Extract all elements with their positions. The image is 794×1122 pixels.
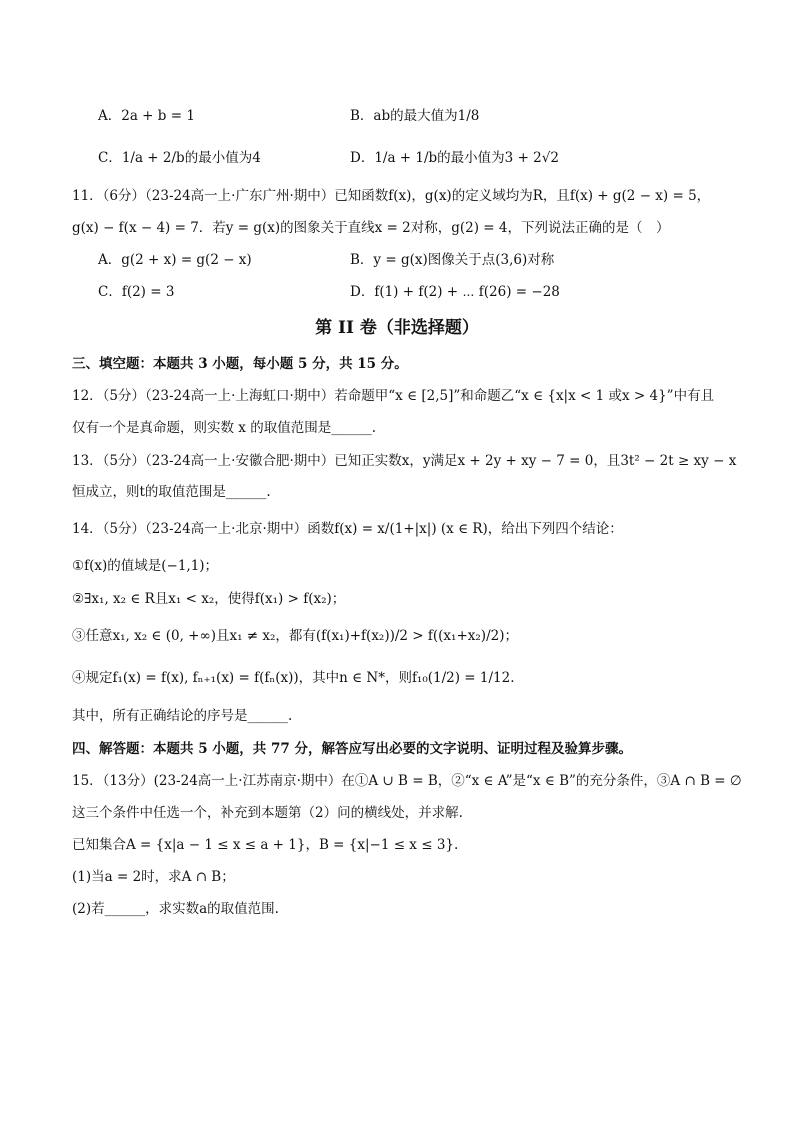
q15-line2: 这三个条件中任选一个，补充到本题第（2）问的横线处，并求解. (72, 805, 463, 821)
section3-heading: 三、填空题：本题共 3 小题，每小题 5 分，共 15 分。 (72, 356, 408, 372)
q11-option-a: A．g(2 + x) = g(2 − x) (98, 252, 252, 268)
q14-conclusion-1: ①f(x)的值域是(−1,1)； (72, 558, 219, 574)
q15-line3: 已知集合A = {x|a − 1 ≤ x ≤ a + 1}，B = {x|−1 ≤ x ≤ 3}. (72, 837, 459, 853)
q14-ending: 其中，所有正确结论的序号是______. (72, 708, 293, 724)
q10-option-b: B．ab的最大值为1/8 (350, 108, 480, 124)
part2-title: 第 II 卷（非选择题） (315, 318, 479, 338)
q14-conclusion-3: ③任意x₁, x₂ ∈ (0, +∞)且x₁ ≠ x₂，都有(f(x₁)+f(x₂))/2 > f((x₁+x₂)/2)； (72, 628, 518, 644)
q10-option-d: D．1/a + 1/b的最小值为3 + 2√2 (350, 150, 559, 166)
q14-conclusion-2: ②∃x₁, x₂ ∈ R且x₁ < x₂，使得f(x₁) > f(x₂)； (72, 591, 346, 607)
q15-part1: (1)当a = 2时，求A ∩ B； (72, 869, 235, 885)
q11-stem-line1: 11．（6分）（23-24高一上·广东广州·期中）已知函数f(x)，g(x)的定义域均为R，且f(x) + g(2 − x) = 5， (72, 188, 711, 204)
q13-line2: 恒成立，则t的取值范围是______. (72, 484, 271, 500)
q11-option-b: B．y = g(x)图像关于点(3,6)对称 (350, 252, 555, 268)
q12-line2: 仅有一个是真命题，则实数 x 的取值范围是______. (72, 420, 376, 436)
section4-heading: 四、解答题：本题共 5 小题，共 77 分，解答应写出必要的文字说明、证明过程及验算步骤。 (72, 741, 632, 757)
q11-option-c: C．f(2) = 3 (98, 284, 175, 300)
q13-line1: 13．（5分）（23-24高一上·安徽合肥·期中）已知正实数x，y满足x + 2y + xy − 7 = 0，且3t² − 2t ≥ xy − x (72, 453, 737, 469)
q10-option-a: A．2a + b = 1 (98, 108, 195, 124)
q11-option-d: D．f(1) + f(2) + ⋯ f(26) = −28 (350, 284, 560, 300)
q12-line1: 12．（5分）（23-24高一上·上海虹口·期中）若命题甲“x ∈ [2,5]”和命题乙“x ∈ {x|x < 1 或x > 4}”中有且 (72, 388, 715, 404)
q14-conclusion-4: ④规定f₁(x) = f(x), fₙ₊₁(x) = f(fₙ(x))，其中n ∈ N*，则f₁₀(1/2) = 1/12. (72, 670, 515, 686)
q15-line1: 15．（13分）(23-24高一上·江苏南京·期中）在①A ∪ B = B，②“x ∈ A”是“x ∈ B”的充分条件，③A ∩ B = ∅ (72, 773, 742, 789)
q10-option-c: C．1/a + 2/b的最小值为4 (98, 150, 261, 166)
q15-part2: (2)若______，求实数a的取值范围. (72, 901, 279, 917)
q14-line1: 14．（5分）（23-24高一上·北京·期中）函数f(x) = x/(1+|x|) (x ∈ R)，给出下列四个结论： (72, 521, 623, 537)
q11-stem-line2: g(x) − f(x − 4) = 7．若y = g(x)的图象关于直线x = 2对称，g(2) = 4，下列说法正确的是（ ） (72, 220, 670, 236)
